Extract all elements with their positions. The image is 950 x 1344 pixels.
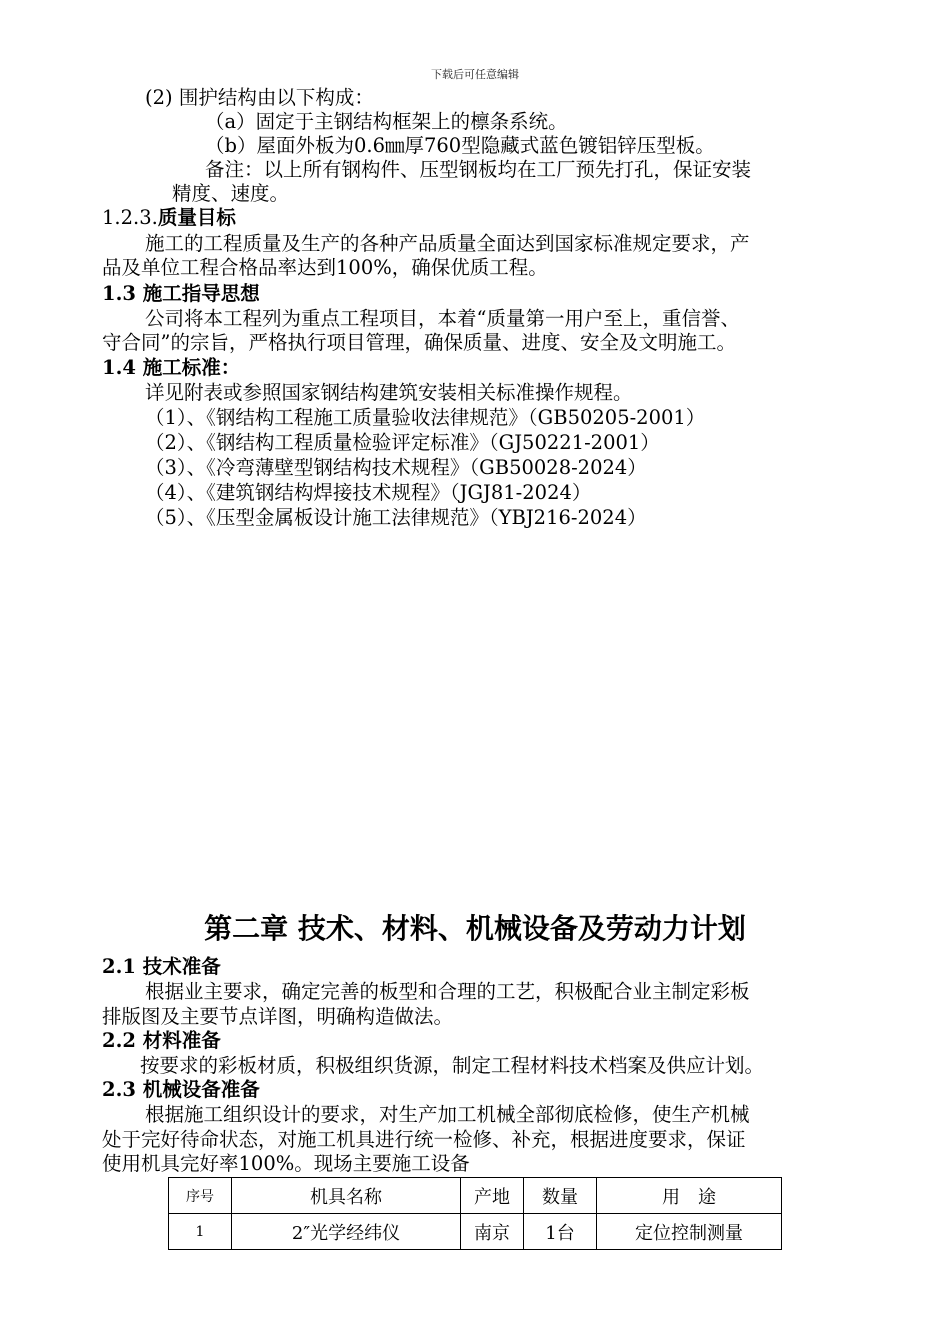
tech-heading: 2.1 技术准备 xyxy=(102,955,221,978)
header-cell-qty: 数量 xyxy=(524,1178,597,1214)
quality-line-1: 施工的工程质量及生产的各种产品质量全面达到国家标准规定要求，产 xyxy=(145,232,750,255)
enclosure-remark xyxy=(205,158,848,182)
guidance-line-1: 公司将本工程列为重点工程项目，本着“质量第一用户至上，重信誉、 xyxy=(145,307,740,330)
cell-use: 定位控制测量 xyxy=(597,1214,782,1250)
equipment-line-1: 根据施工组织设计的要求，对生产加工机械全部彻底检修，使生产机械 xyxy=(145,1103,750,1126)
header-cell-name: 机具名称 xyxy=(232,1178,461,1214)
standard-item-5: （5）、《压型金属板设计施工法律规范》（YBJ216-2024） xyxy=(145,506,647,529)
equipment-line-3: 使用机具完好率100%。现场主要施工设备 xyxy=(102,1152,470,1175)
quality-heading-text: 质量目标 xyxy=(157,206,236,229)
standards-intro: 详见附表或参照国家钢结构建筑安装相关标准操作规程。 xyxy=(145,381,633,404)
cell-name: 2″光学经纬仪 xyxy=(232,1214,461,1250)
table-header-row xyxy=(169,1178,782,1214)
remark-line-1: 备注：以上所有钢构件、压型钢板均在工厂预先打孔，保证安装 xyxy=(205,158,752,181)
quality-line-2: 品及单位工程合格品率达到100%，确保优质工程。 xyxy=(102,256,548,279)
standards-heading: 1.4 施工标准： xyxy=(102,356,241,379)
header-cell-use: 用 途 xyxy=(597,1178,782,1214)
tech-line-1: 根据业主要求，确定完善的板型和合理的工艺，积极配合业主制定彩板 xyxy=(145,980,750,1003)
enclosure-item-b: （b）屋面外板为0.6㎜厚760型隐藏式蓝色镀铝锌压型板。 xyxy=(205,134,715,157)
header-cell-origin: 产地 xyxy=(461,1178,524,1214)
standard-item-1: （1）、《钢结构工程施工质量验收法律规范》（GB50205-2001） xyxy=(145,406,706,429)
standard-item-2: （2）、《钢结构工程质量检验评定标准》（GJ50221-2001） xyxy=(145,431,660,454)
page-header-note: 下载后可任意编辑 xyxy=(431,68,519,81)
equipment-heading: 2.3 机械设备准备 xyxy=(102,1078,260,1101)
enclosure-item-a: （a）固定于主钢结构框架上的檩条系统。 xyxy=(205,110,568,133)
standard-item-3: （3）、《冷弯薄壁型钢结构技术规程》（GB50028-2024） xyxy=(145,456,647,479)
guidance-heading: 1.3 施工指导思想 xyxy=(102,282,260,305)
standard-item-4: （4）、《建筑钢结构焊接技术规程》（JGJ81-2024） xyxy=(145,481,592,504)
cell-qty: 1台 xyxy=(524,1214,597,1250)
header-cell-index: 序号 xyxy=(169,1178,232,1214)
cell-origin: 南京 xyxy=(461,1214,524,1250)
quality-heading-num: 1.2.3. xyxy=(102,206,158,229)
chapter-title: 第二章 技术、材料、机械设备及劳动力计划 xyxy=(204,912,746,945)
equipment-line-2: 处于完好待命状态，对施工机具进行统一检修、补充，根据进度要求，保证 xyxy=(102,1128,746,1151)
equipment-table xyxy=(168,1177,782,1250)
tech-line-2: 排版图及主要节点详图，明确构造做法。 xyxy=(102,1005,454,1028)
remark-line-2: 精度、速度。 xyxy=(172,182,290,205)
enclosure-intro: (2) 围护结构由以下构成： xyxy=(145,86,374,109)
table-row xyxy=(169,1214,782,1250)
material-heading: 2.2 材料准备 xyxy=(102,1029,221,1052)
cell-index: 1 xyxy=(169,1214,232,1250)
material-line-1: 按要求的彩板材质，积极组织货源，制定工程材料技术档案及供应计划。 xyxy=(140,1054,765,1077)
quality-heading xyxy=(102,206,236,230)
guidance-line-2: 守合同”的宗旨，严格执行项目管理，确保质量、进度、安全及文明施工。 xyxy=(102,331,736,354)
